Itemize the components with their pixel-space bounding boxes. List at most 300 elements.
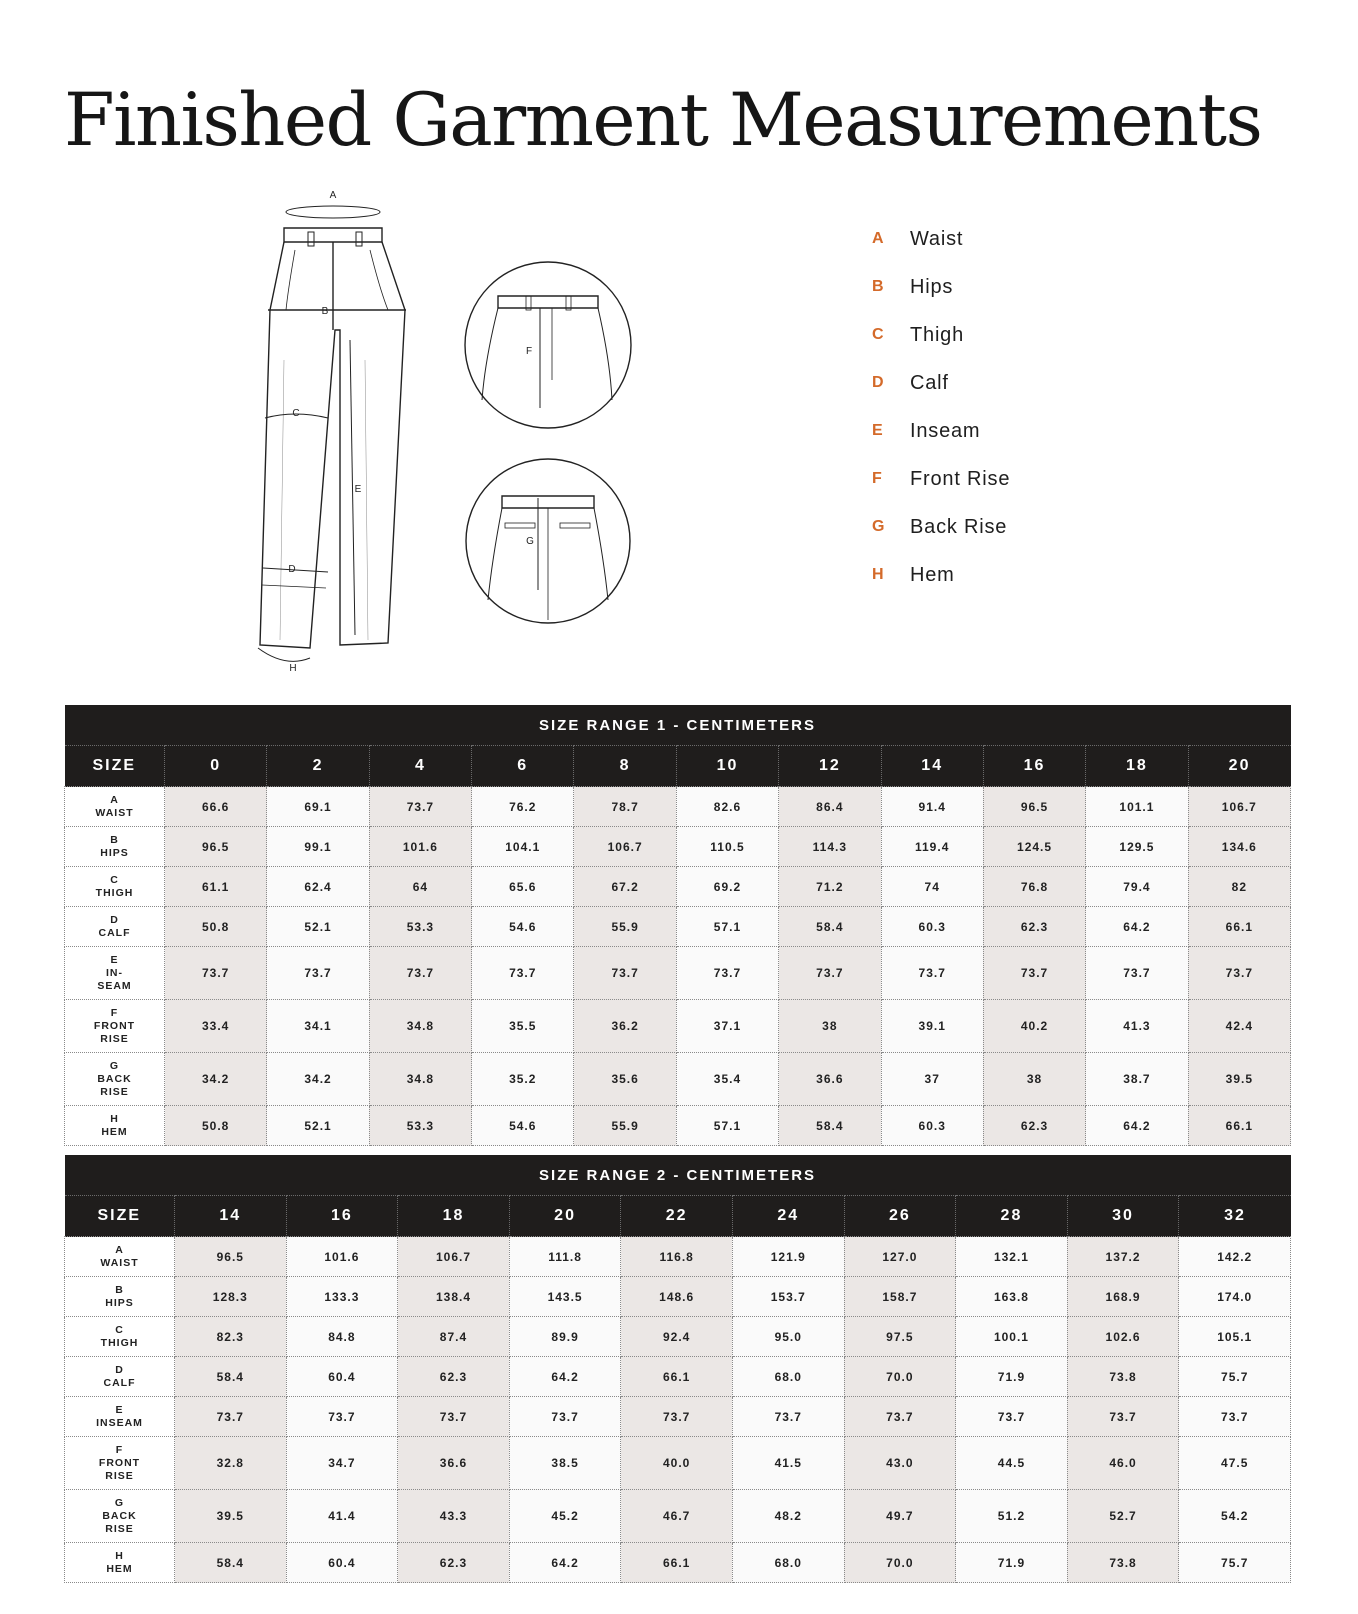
measurement-value: 49.7 [844, 1490, 956, 1543]
measurement-value: 43.3 [398, 1490, 510, 1543]
measurement-value: 64.2 [1086, 907, 1188, 947]
measurement-label-line: FRONT [98, 1456, 141, 1469]
measurement-label [65, 1543, 175, 1583]
measurement-value: 73.7 [844, 1397, 956, 1437]
measurement-value: 73.7 [1067, 1397, 1179, 1437]
measurement-value: 114.3 [779, 827, 881, 867]
measurement-value: 45.2 [509, 1490, 621, 1543]
measurement-value: 110.5 [676, 827, 778, 867]
measurement-value: 73.7 [267, 947, 369, 1000]
size-range-2-table [64, 1155, 1291, 1583]
legend-key: H [872, 566, 884, 583]
measurement-legend [872, 228, 1010, 612]
measurement-value: 148.6 [621, 1277, 733, 1317]
measurement-label-line: WAIST [95, 806, 134, 819]
measurement-value: 73.8 [1067, 1543, 1179, 1583]
measurement-label-line: F [115, 1443, 124, 1456]
legend-key: C [872, 326, 884, 343]
measurement-label-line: G [109, 1059, 120, 1072]
size-column-header: 24 [732, 1196, 844, 1237]
measurement-value: 50.8 [165, 1106, 267, 1146]
measurement-value: 48.2 [732, 1490, 844, 1543]
size-column-header: 14 [175, 1196, 287, 1237]
measurement-label-line: SEAM [97, 979, 132, 992]
measurement-label [65, 907, 165, 947]
measurement-label [65, 1000, 165, 1053]
measurement-value: 60.3 [881, 907, 983, 947]
measurement-value: 36.6 [398, 1437, 510, 1490]
measurement-label-line: C [110, 873, 119, 886]
measurement-value: 129.5 [1086, 827, 1188, 867]
measurement-value: 142.2 [1179, 1237, 1291, 1277]
measurement-value: 106.7 [1188, 787, 1290, 827]
measurement-label-line: FRONT [93, 1019, 136, 1032]
measurement-label [65, 867, 165, 907]
legend-item-waist [872, 228, 1010, 276]
diagram-label-f: F [525, 346, 533, 357]
measurement-value: 68.0 [732, 1357, 844, 1397]
measurement-value: 64 [369, 867, 471, 907]
measurement-value: 75.7 [1179, 1357, 1291, 1397]
measurement-value: 38 [983, 1053, 1085, 1106]
measurement-label-line: D [110, 913, 119, 926]
measurement-value: 104.1 [472, 827, 574, 867]
measurement-value: 65.6 [472, 867, 574, 907]
measurement-value: 73.7 [574, 947, 676, 1000]
legend-item-hips [872, 276, 1010, 324]
measurement-label [65, 1277, 175, 1317]
table-row [65, 1397, 1291, 1437]
legend-key: B [872, 278, 884, 295]
range-title-row [65, 1155, 1291, 1196]
measurement-label-line: E [110, 953, 119, 966]
measurement-value: 82 [1188, 867, 1290, 907]
measurement-value: 53.3 [369, 907, 471, 947]
size-column-header: 20 [509, 1196, 621, 1237]
measurement-value: 34.2 [165, 1053, 267, 1106]
measurement-value: 73.7 [1188, 947, 1290, 1000]
measurement-value: 153.7 [732, 1277, 844, 1317]
measurement-value: 128.3 [175, 1277, 287, 1317]
measurement-value: 102.6 [1067, 1317, 1179, 1357]
measurement-value: 60.4 [286, 1543, 398, 1583]
measurement-label-line: H [110, 1112, 119, 1125]
measurement-value: 121.9 [732, 1237, 844, 1277]
measurement-value: 55.9 [574, 1106, 676, 1146]
legend-key: E [872, 422, 883, 439]
diagram-label-c: C [292, 408, 300, 419]
measurement-value: 92.4 [621, 1317, 733, 1357]
table-row [65, 1053, 1291, 1106]
measurement-value: 75.7 [1179, 1543, 1291, 1583]
legend-item-inseam [872, 420, 1010, 468]
table-row [65, 947, 1291, 1000]
page-title: Finished Garment Measurements [64, 78, 1262, 163]
size-column-header: 16 [983, 746, 1085, 787]
measurement-value: 73.7 [676, 947, 778, 1000]
table-row [65, 1357, 1291, 1397]
measurement-value: 61.1 [165, 867, 267, 907]
measurement-label-line: D [115, 1363, 124, 1376]
range-title-row [65, 705, 1291, 746]
measurement-label-line: CALF [103, 1376, 136, 1389]
measurement-value: 79.4 [1086, 867, 1188, 907]
diagram-label-g: G [526, 536, 534, 547]
measurement-value: 82.6 [676, 787, 778, 827]
legend-item-front-rise [872, 468, 1010, 516]
size-column-header: 18 [398, 1196, 510, 1237]
measurement-label-line: INSEAM [96, 1416, 143, 1429]
measurement-value: 37 [881, 1053, 983, 1106]
table-row [65, 1543, 1291, 1583]
measurement-label-line: HEM [101, 1125, 128, 1138]
diagram-label-b: B [321, 306, 329, 317]
measurement-value: 84.8 [286, 1317, 398, 1357]
size-header-label: SIZE [65, 1196, 175, 1237]
measurement-value: 74 [881, 867, 983, 907]
measurement-value: 52.1 [267, 907, 369, 947]
diagram-label-e: E [354, 484, 362, 495]
measurement-value: 58.4 [779, 1106, 881, 1146]
measurement-label-line: HIPS [100, 846, 129, 859]
measurement-label-line: E [115, 1403, 124, 1416]
measurement-value: 67.2 [574, 867, 676, 907]
measurement-label-line: A [115, 1243, 124, 1256]
measurement-value: 58.4 [175, 1543, 287, 1583]
measurement-value: 39.5 [175, 1490, 287, 1543]
table-row [65, 1000, 1291, 1053]
size-column-header: 10 [676, 746, 778, 787]
legend-key: G [872, 518, 885, 535]
measurement-value: 68.0 [732, 1543, 844, 1583]
measurement-value: 116.8 [621, 1237, 733, 1277]
measurement-value: 73.7 [165, 947, 267, 1000]
legend-key: D [872, 374, 884, 391]
measurement-label [65, 1053, 165, 1106]
measurement-value: 54.6 [472, 1106, 574, 1146]
measurement-value: 39.1 [881, 1000, 983, 1053]
measurement-label [65, 1490, 175, 1543]
measurement-value: 124.5 [983, 827, 1085, 867]
measurement-label-line: IN- [106, 966, 123, 979]
measurement-value: 42.4 [1188, 1000, 1290, 1053]
legend-item-thigh [872, 324, 1010, 372]
measurement-label-line: RISE [105, 1469, 134, 1482]
legend-item-back-rise [872, 516, 1010, 564]
measurement-value: 39.5 [1188, 1053, 1290, 1106]
measurement-value: 106.7 [574, 827, 676, 867]
measurement-value: 174.0 [1179, 1277, 1291, 1317]
diagram-label-d: D [288, 564, 296, 575]
legend-label: Inseam [910, 420, 981, 442]
measurement-value: 62.3 [983, 1106, 1085, 1146]
table-row [65, 1277, 1291, 1317]
table-row [65, 907, 1291, 947]
measurement-value: 38 [779, 1000, 881, 1053]
measurement-value: 70.0 [844, 1357, 956, 1397]
measurement-value: 71.9 [956, 1543, 1068, 1583]
measurement-value: 73.7 [509, 1397, 621, 1437]
measurement-value: 41.4 [286, 1490, 398, 1543]
measurement-value: 58.4 [779, 907, 881, 947]
measurement-value: 105.1 [1179, 1317, 1291, 1357]
size-column-header: 32 [1179, 1196, 1291, 1237]
legend-label: Hem [910, 564, 955, 586]
trouser-diagram [240, 180, 660, 700]
measurement-value: 54.2 [1179, 1490, 1291, 1543]
measurement-label [65, 1397, 175, 1437]
measurement-value: 71.2 [779, 867, 881, 907]
measurement-value: 99.1 [267, 827, 369, 867]
measurement-label-line: RISE [100, 1085, 129, 1098]
range-title: SIZE RANGE 2 - CENTIMETERS [65, 1155, 1291, 1196]
measurement-value: 62.3 [983, 907, 1085, 947]
measurement-label [65, 787, 165, 827]
measurement-value: 60.3 [881, 1106, 983, 1146]
legend-label: Calf [910, 372, 949, 394]
measurement-value: 34.2 [267, 1053, 369, 1106]
measurement-value: 69.2 [676, 867, 778, 907]
measurement-value: 64.2 [509, 1543, 621, 1583]
table-row [65, 867, 1291, 907]
measurement-value: 73.7 [369, 947, 471, 1000]
measurement-value: 138.4 [398, 1277, 510, 1317]
measurement-value: 41.5 [732, 1437, 844, 1490]
measurement-value: 100.1 [956, 1317, 1068, 1357]
measurement-value: 43.0 [844, 1437, 956, 1490]
measurement-value: 168.9 [1067, 1277, 1179, 1317]
size-header-row [65, 1196, 1291, 1237]
measurement-value: 73.7 [956, 1397, 1068, 1437]
measurement-value: 132.1 [956, 1237, 1068, 1277]
measurement-value: 111.8 [509, 1237, 621, 1277]
measurement-label-line: B [110, 833, 119, 846]
legend-key: A [872, 230, 884, 247]
measurement-value: 62.3 [398, 1357, 510, 1397]
measurement-value: 52.7 [1067, 1490, 1179, 1543]
measurement-label-line: B [115, 1283, 124, 1296]
measurement-label-line: WAIST [100, 1256, 139, 1269]
measurement-value: 86.4 [779, 787, 881, 827]
measurement-label-line: THIGH [100, 1336, 139, 1349]
measurement-value: 73.7 [1179, 1397, 1291, 1437]
measurement-value: 34.8 [369, 1000, 471, 1053]
measurement-value: 66.1 [1188, 1106, 1290, 1146]
legend-label: Hips [910, 276, 954, 298]
measurement-value: 73.7 [175, 1397, 287, 1437]
measurement-value: 133.3 [286, 1277, 398, 1317]
measurement-label-line: HIPS [105, 1296, 134, 1309]
measurement-value: 143.5 [509, 1277, 621, 1317]
measurement-value: 46.7 [621, 1490, 733, 1543]
measurement-value: 35.5 [472, 1000, 574, 1053]
measurement-value: 66.1 [621, 1543, 733, 1583]
size-column-header: 2 [267, 746, 369, 787]
measurement-value: 119.4 [881, 827, 983, 867]
measurement-value: 44.5 [956, 1437, 1068, 1490]
measurement-value: 52.1 [267, 1106, 369, 1146]
table-row [65, 827, 1291, 867]
waist-measure-arrow [286, 190, 380, 218]
measurement-value: 34.8 [369, 1053, 471, 1106]
measurement-value: 163.8 [956, 1277, 1068, 1317]
measurement-value: 66.6 [165, 787, 267, 827]
measurement-value: 73.7 [398, 1397, 510, 1437]
measurement-label-line: H [115, 1549, 124, 1562]
size-header-row [65, 746, 1291, 787]
size-column-header: 26 [844, 1196, 956, 1237]
table-row [65, 1490, 1291, 1543]
measurement-value: 91.4 [881, 787, 983, 827]
measurement-value: 36.2 [574, 1000, 676, 1053]
measurement-value: 76.8 [983, 867, 1085, 907]
legend-label: Thigh [910, 324, 965, 346]
measurement-value: 134.6 [1188, 827, 1290, 867]
measurement-value: 55.9 [574, 907, 676, 947]
back-rise-detail [466, 459, 630, 623]
measurement-value: 50.8 [165, 907, 267, 947]
measurement-value: 36.6 [779, 1053, 881, 1106]
measurement-value: 73.7 [983, 947, 1085, 1000]
size-column-header: 6 [472, 746, 574, 787]
measurement-value: 46.0 [1067, 1437, 1179, 1490]
measurement-label-line: F [110, 1006, 119, 1019]
measurement-value: 60.4 [286, 1357, 398, 1397]
measurement-value: 69.1 [267, 787, 369, 827]
measurement-value: 33.4 [165, 1000, 267, 1053]
measurement-label-line: A [110, 793, 119, 806]
measurement-value: 96.5 [175, 1237, 287, 1277]
legend-label: Front Rise [910, 468, 1011, 490]
measurement-value: 35.4 [676, 1053, 778, 1106]
size-column-header: 12 [779, 746, 881, 787]
measurement-value: 37.1 [676, 1000, 778, 1053]
measurement-label-line: THIGH [95, 886, 134, 899]
measurement-value: 97.5 [844, 1317, 956, 1357]
measurement-label-line: C [115, 1323, 124, 1336]
measurement-value: 87.4 [398, 1317, 510, 1357]
measurement-value: 32.8 [175, 1437, 287, 1490]
legend-label: Back Rise [910, 516, 1008, 538]
measurement-value: 73.8 [1067, 1357, 1179, 1397]
table-row [65, 1106, 1291, 1146]
measurement-label [65, 1437, 175, 1490]
size-column-header: 20 [1188, 746, 1290, 787]
measurement-value: 38.7 [1086, 1053, 1188, 1106]
measurement-label [65, 1106, 165, 1146]
measurement-value: 101.1 [1086, 787, 1188, 827]
size-column-header: 14 [881, 746, 983, 787]
measurement-value: 70.0 [844, 1543, 956, 1583]
measurement-value: 62.3 [398, 1543, 510, 1583]
size-range-1-table [64, 705, 1291, 1146]
size-column-header: 28 [956, 1196, 1068, 1237]
measurement-value: 73.7 [779, 947, 881, 1000]
measurement-value: 40.0 [621, 1437, 733, 1490]
measurement-label [65, 947, 165, 1000]
measurement-value: 127.0 [844, 1237, 956, 1277]
table-row [65, 1237, 1291, 1277]
legend-item-calf [872, 372, 1010, 420]
diagram-label-a: A [329, 190, 337, 201]
size-column-header: 18 [1086, 746, 1188, 787]
measurement-value: 73.7 [472, 947, 574, 1000]
legend-label: Waist [910, 228, 964, 250]
trouser-front-view [258, 228, 406, 674]
measurement-value: 71.9 [956, 1357, 1068, 1397]
measurement-label [65, 1357, 175, 1397]
measurement-label-line: HEM [106, 1562, 133, 1575]
measurement-value: 78.7 [574, 787, 676, 827]
size-column-header: 0 [165, 746, 267, 787]
diagram-label-h: H [289, 663, 297, 674]
measurement-label [65, 1317, 175, 1357]
measurement-value: 57.1 [676, 1106, 778, 1146]
measurement-value: 53.3 [369, 1106, 471, 1146]
measurement-label [65, 827, 165, 867]
measurement-value: 35.2 [472, 1053, 574, 1106]
measurement-value: 34.7 [286, 1437, 398, 1490]
measurement-value: 73.7 [621, 1397, 733, 1437]
legend-item-hem [872, 564, 1010, 612]
measurement-value: 73.7 [732, 1397, 844, 1437]
measurement-value: 38.5 [509, 1437, 621, 1490]
measurement-value: 73.7 [881, 947, 983, 1000]
measurement-value: 58.4 [175, 1357, 287, 1397]
measurement-label-line: RISE [105, 1522, 134, 1535]
table-row [65, 787, 1291, 827]
measurement-value: 101.6 [369, 827, 471, 867]
measurement-value: 66.1 [621, 1357, 733, 1397]
measurement-value: 82.3 [175, 1317, 287, 1357]
measurement-label-line: CALF [98, 926, 131, 939]
measurement-value: 54.6 [472, 907, 574, 947]
measurement-value: 62.4 [267, 867, 369, 907]
measurement-label-line: G [114, 1496, 125, 1509]
measurement-value: 35.6 [574, 1053, 676, 1106]
measurement-value: 96.5 [165, 827, 267, 867]
measurement-value: 73.7 [286, 1397, 398, 1437]
measurement-value: 89.9 [509, 1317, 621, 1357]
measurement-value: 64.2 [509, 1357, 621, 1397]
table-row [65, 1437, 1291, 1490]
measurement-value: 73.7 [1086, 947, 1188, 1000]
measurement-value: 66.1 [1188, 907, 1290, 947]
measurement-value: 96.5 [983, 787, 1085, 827]
front-rise-detail [465, 262, 631, 428]
measurement-value: 51.2 [956, 1490, 1068, 1543]
size-column-header: 4 [369, 746, 471, 787]
measurement-label [65, 1237, 175, 1277]
legend-key: F [872, 470, 882, 487]
measurement-value: 57.1 [676, 907, 778, 947]
range-title: SIZE RANGE 1 - CENTIMETERS [65, 705, 1291, 746]
measurement-value: 76.2 [472, 787, 574, 827]
size-column-header: 30 [1067, 1196, 1179, 1237]
measurement-value: 64.2 [1086, 1106, 1188, 1146]
measurement-value: 158.7 [844, 1277, 956, 1317]
measurement-value: 101.6 [286, 1237, 398, 1277]
measurement-value: 40.2 [983, 1000, 1085, 1053]
measurement-value: 47.5 [1179, 1437, 1291, 1490]
measurement-value: 95.0 [732, 1317, 844, 1357]
measurement-value: 106.7 [398, 1237, 510, 1277]
size-column-header: 22 [621, 1196, 733, 1237]
size-column-header: 8 [574, 746, 676, 787]
measurement-label-line: BACK [102, 1509, 137, 1522]
measurement-value: 34.1 [267, 1000, 369, 1053]
measurement-value: 137.2 [1067, 1237, 1179, 1277]
